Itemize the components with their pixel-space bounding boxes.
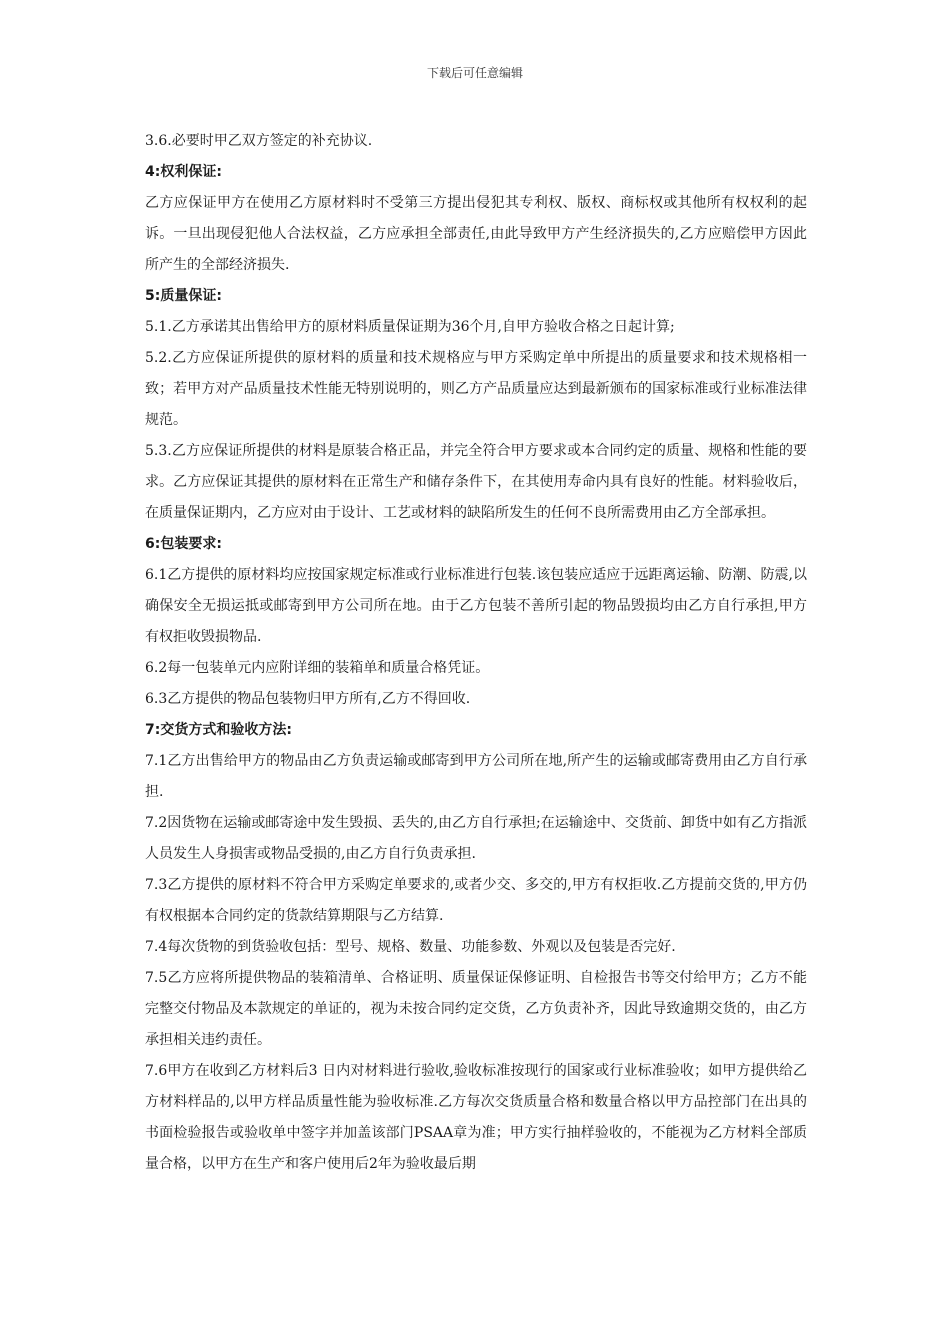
paragraph-7-4: 7.4每次货物的到货验收包括：型号、规格、数量、功能参数、外观以及包装是否完好. (145, 939, 676, 955)
paragraph-7-3: 7.3乙方提供的原材料不符合甲方采购定单要求的,或者少交、多交的,甲方有权拒收.乙方提前交货的,甲方仍有权根据本合同约定的货款结算期限与乙方结算. (145, 877, 807, 924)
paragraph-6-3: 6.3乙方提供的物品包装物归甲方所有,乙方不得回收. (145, 691, 471, 707)
paragraph-7-5: 7.5乙方应将所提供物品的装箱清单、合格证明、质量保证保修证明、自检报告书等交付给甲方；乙方不能完整交付物品及本款规定的单证的，视为未按合同约定交货，乙方负责补齐，因此导致逾期交货的，由乙方承担相关违约责任。 (145, 970, 807, 1048)
paragraph-5-2: 5.2.乙方应保证所提供的原材料的质量和技术规格应与甲方采购定单中所提出的质量要求和技术规格相一致；若甲方对产品质量技术性能无特别说明的，则乙方产品质量应达到最新颁布的国家标准或行业标准法律规范。 (145, 350, 807, 428)
paragraph-6-2: 6.2每一包装单元内应附详细的装箱单和质量合格凭证。 (145, 660, 490, 676)
paragraph-7-1: 7.1乙方出售给甲方的物品由乙方负责运输或邮寄到甲方公司所在地,所产生的运输或邮寄费用由乙方自行承担. (145, 753, 807, 800)
heading-delivery-acceptance: 7:交货方式和验收方法: (145, 722, 292, 738)
page-header: 下载后可任意编辑 (426, 66, 523, 80)
heading-rights-guarantee: 4:权利保证: (145, 164, 222, 180)
document-body (145, 126, 807, 1180)
paragraph-7-6: 7.6甲方在收到乙方材料后3 日内对材料进行验收,验收标准按现行的国家或行业标准验收；如甲方提供给乙方材料样品的,以甲方样品质量性能为验收标准.乙方每次交货质量合格和数量合格以甲方品控部门在出具的书面检验报告或验收单中签字并加盖该部门PSAA章为准；甲方实行抽样验收的，不能视为乙方材料全部质量合格，以甲方在生产和客户使用后2年为验收最后期 (145, 1063, 807, 1172)
paragraph-5-1: 5.1.乙方承诺其出售给甲方的原材料质量保证期为36个月,自甲方验收合格之日起计算; (145, 319, 675, 335)
paragraph-6-1: 6.1乙方提供的原材料均应按国家规定标准或行业标准进行包装.该包装应适应于远距离运输、防潮、防震,以确保安全无损运抵或邮寄到甲方公司所在地。由于乙方包装不善所引起的物品毁损均由乙方自行承担,甲方有权拒收毁损物品. (145, 567, 807, 645)
paragraph-5-3: 5.3.乙方应保证所提供的材料是原装合格正品，并完全符合甲方要求或本合同约定的质量、规格和性能的要求。乙方应保证其提供的原材料在正常生产和储存条件下，在其使用寿命内具有良好的性能。材料验收后，在质量保证期内，乙方应对由于设计、工艺或材料的缺陷所发生的任何不良所需费用由乙方全部承担。 (145, 443, 807, 521)
heading-quality-guarantee: 5:质量保证: (145, 288, 222, 304)
paragraph-3-6: 3.6.必要时甲乙双方签定的补充协议. (145, 133, 373, 149)
paragraph-rights: 乙方应保证甲方在使用乙方原材料时不受第三方提出侵犯其专利权、版权、商标权或其他所有权权利的起诉。一旦出现侵犯他人合法权益，乙方应承担全部责任,由此导致甲方产生经济损失的,乙方应赔偿甲方因此所产生的全部经济损失. (145, 195, 807, 273)
paragraph-7-2: 7.2因货物在运输或邮寄途中发生毁损、丢失的,由乙方自行承担;在运输途中、交货前、卸货中如有乙方指派人员发生人身损害或物品受损的,由乙方自行负责承担. (145, 815, 807, 862)
heading-packaging: 6:包装要求: (145, 536, 222, 552)
